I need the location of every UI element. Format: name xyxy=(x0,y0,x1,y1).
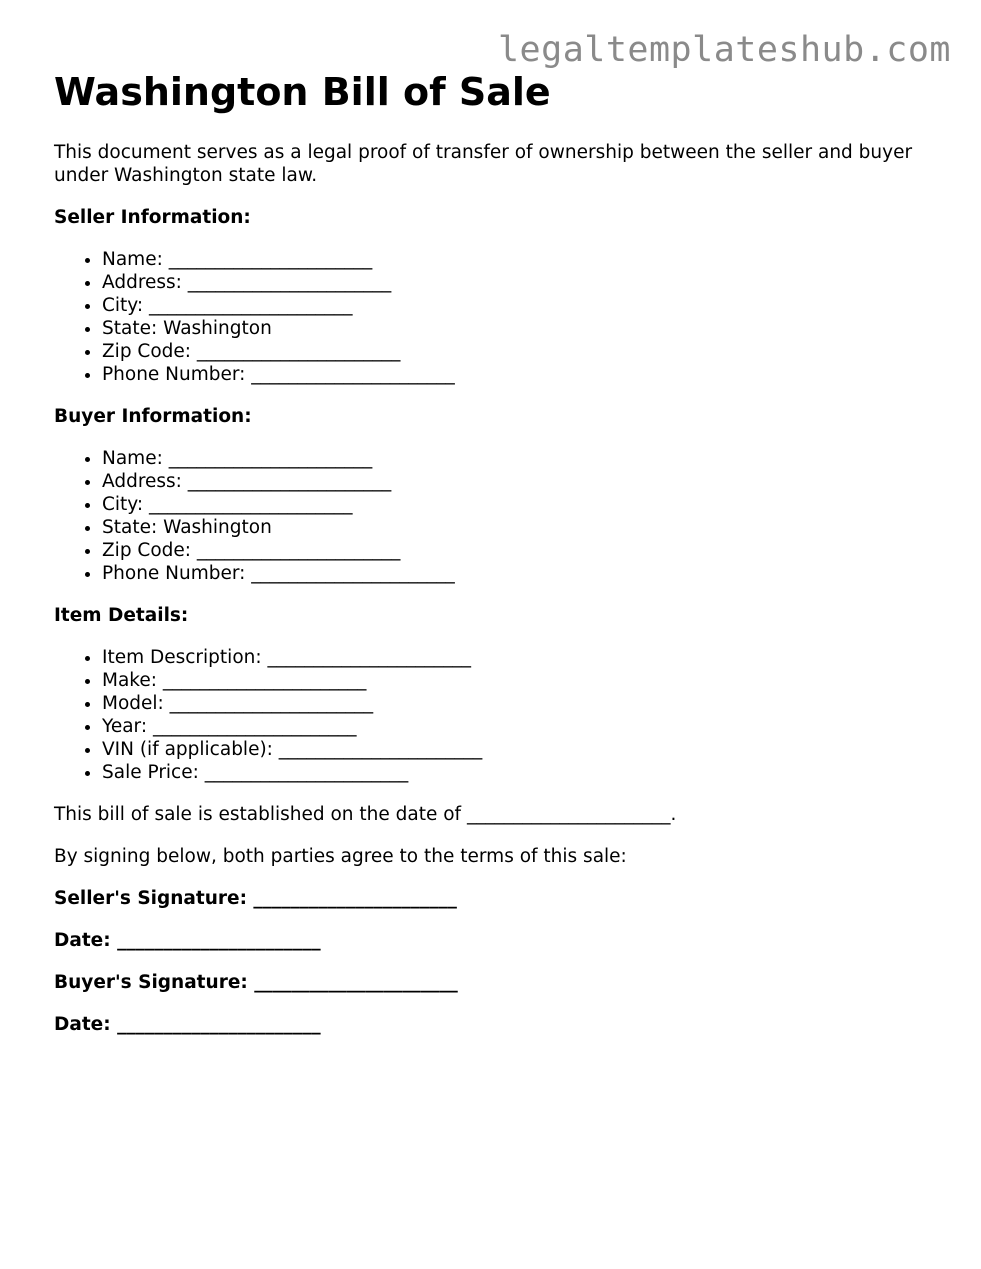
seller-name-field[interactable]: • Name: ______________________ xyxy=(102,248,914,271)
seller-city-field[interactable]: • City: ______________________ xyxy=(102,294,914,317)
buyer-list xyxy=(54,447,914,585)
item-make-field[interactable]: • Make: ______________________ xyxy=(102,669,914,692)
item-vin-field[interactable]: • VIN (if applicable): ______________________ xyxy=(102,738,914,761)
item-year-field[interactable]: • Year: ______________________ xyxy=(102,715,914,738)
buyer-phone-field[interactable]: • Phone Number: ______________________ xyxy=(102,562,914,585)
item-list xyxy=(54,646,914,784)
document-body xyxy=(54,68,914,1036)
seller-phone-field[interactable]: • Phone Number: ______________________ xyxy=(102,363,914,386)
intro-paragraph: This document serves as a legal proof of transfer of ownership between the seller and buyer under Washington state law. xyxy=(54,142,913,186)
buyer-date-line[interactable]: Date: ______________________ xyxy=(54,1014,321,1035)
seller-date-line[interactable]: Date: ______________________ xyxy=(54,930,321,951)
item-heading: Item Details: xyxy=(54,605,189,626)
item-price-field[interactable]: • Sale Price: ______________________ xyxy=(102,761,914,784)
page-title: Washington Bill of Sale xyxy=(54,70,551,114)
buyer-name-field[interactable]: • Name: ______________________ xyxy=(102,447,914,470)
buyer-address-field[interactable]: • Address: ______________________ xyxy=(102,470,914,493)
item-model-field[interactable]: • Model: ______________________ xyxy=(102,692,914,715)
buyer-city-field[interactable]: • City: ______________________ xyxy=(102,493,914,516)
buyer-heading: Buyer Information: xyxy=(54,406,252,427)
seller-heading: Seller Information: xyxy=(54,207,251,228)
watermark: legaltemplateshub.com xyxy=(497,30,951,70)
buyer-zip-field[interactable]: • Zip Code: ______________________ xyxy=(102,539,914,562)
seller-state: • State: Washington xyxy=(102,317,914,340)
seller-zip-field[interactable]: • Zip Code: ______________________ xyxy=(102,340,914,363)
seller-list xyxy=(54,248,914,386)
buyer-state: • State: Washington xyxy=(102,516,914,539)
item-description-field[interactable]: • Item Description: ______________________ xyxy=(102,646,914,669)
established-date-line[interactable]: This bill of sale is established on the date of ______________________. xyxy=(54,804,677,825)
buyer-signature-line[interactable]: Buyer's Signature: ______________________ xyxy=(54,972,458,993)
agreement-statement: By signing below, both parties agree to the terms of this sale: xyxy=(54,846,627,867)
seller-signature-line[interactable]: Seller's Signature: ______________________ xyxy=(54,888,457,909)
seller-address-field[interactable]: • Address: ______________________ xyxy=(102,271,914,294)
